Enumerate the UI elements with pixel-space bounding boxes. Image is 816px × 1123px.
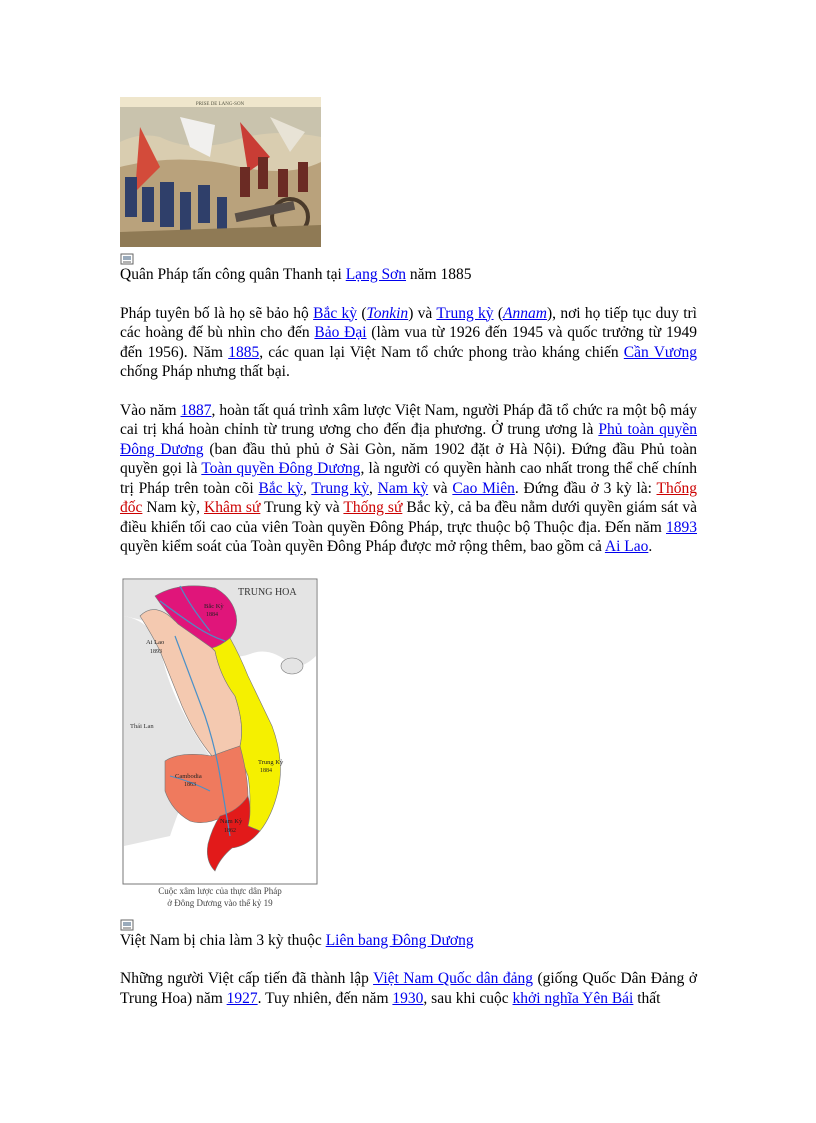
link-thong-su[interactable]: Thống sứ [343, 499, 403, 516]
paragraph-1: Pháp tuyên bố là họ sẽ bảo hộ Bắc kỳ (Tonkin) và Trung kỳ (Annam), nơi họ tiếp tục duy trì các hoàng đế bù nhìn cho đến Bảo Đại (làm vua từ 1926 đến 1945 và quốc trưởng từ 1949 đến 1956). Năm 1885, các quan lại Việt Nam tổ chức phong trào kháng chiến Cần Vương chống Pháp nhưng thất bại. [120, 304, 697, 380]
battle-illustration[interactable] [120, 97, 321, 247]
image-expand-icon[interactable] [120, 253, 134, 265]
map-legend-line1: Cuộc xâm lược của thực dân Pháp [158, 885, 282, 896]
link-thong-doc[interactable]: Thống đốc [120, 479, 697, 516]
map-label-annam-year: 1884 [260, 767, 272, 774]
caption-text: năm 1885 [406, 266, 472, 283]
image-expand-icon[interactable] [120, 919, 134, 931]
link-lien-bang-dong-duong[interactable]: Liên bang Đông Dương [325, 931, 474, 949]
paragraph-3: Những người Việt cấp tiến đã thành lập Việt Nam Quốc dân đảng (giống Quốc Dân Đảng ở Trung Hoa) năm 1927. Tuy nhiên, đến năm 1930, sau khi cuộc khởi nghĩa Yên Bái thất [120, 970, 698, 1007]
link-bao-dai[interactable]: Bảo Đại [314, 324, 367, 341]
map-label-cochin: Nam Kỳ [220, 817, 243, 825]
link-1885[interactable]: 1885 [228, 343, 260, 361]
link-toan-quyen[interactable]: Toàn quyền Đông Dương [201, 460, 361, 477]
map-label-tonkin: Bắc Kỳ [204, 602, 224, 610]
link-ai-lao[interactable]: Ai Lao [604, 538, 649, 555]
print-header: PRISE DE LANG-SON [195, 102, 245, 107]
map-label-laos-year: 1893 [150, 648, 162, 655]
link-khoi-nghia-yen-bai[interactable]: khởi nghĩa Yên Bái [512, 989, 634, 1007]
paragraph-2: Vào năm 1887, hoàn tất quá trình xâm lược Việt Nam, người Pháp đã tổ chức ra một bộ máy cai trị khá hoàn chỉnh từ trung ương cho đến địa phương. Ở trung ương là Phủ toàn quyền Đông Dương (ban đầu thủ phủ ở Sài Gòn, năm 1902 đặt ở Hà Nội). Đứng đầu Phủ toàn quyền gọi là Toàn quyền Đông Dương, là người có quyền hành cao nhất trong thể chế chính trị Pháp trên toàn cõi Bắc kỳ, Trung kỳ, Nam kỳ và Cao Miên. Đứng đầu ở 3 kỳ là: Thống đốc Nam kỳ, Khâm sứ Trung kỳ và Thống sứ Bắc kỳ, cả ba đều nằm dưới quyền giám sát và điều khiển tối cao của viên Toàn quyền Đông Pháp, trực thuộc bộ Thuộc địa. Đến năm 1893 quyền kiểm soát của Toàn quyền Đông Pháp được mở rộng thêm, bao gồm cả Ai Lao. [120, 401, 698, 555]
map-legend-line2: ở Đông Dương vào thế kỷ 19 [167, 897, 273, 908]
figure2-caption [120, 931, 697, 951]
map-label-thailand: Thái Lan [130, 722, 154, 730]
map-label-china: TRUNG HOA [238, 586, 297, 598]
link-tonkin[interactable]: Tonkin [366, 304, 409, 322]
link-viet-nam-quoc-dan-dang[interactable]: Việt Nam Quốc dân đảng [373, 970, 533, 987]
link-cao-mien[interactable]: Cao Miên [452, 479, 515, 497]
link-1893[interactable]: 1893 [666, 518, 697, 536]
battle-painting [120, 97, 321, 247]
map-graphic [120, 576, 320, 913]
map-label-annam: Trung Kỳ [258, 758, 284, 766]
link-trung-ky[interactable]: Trung kỳ [436, 304, 494, 322]
link-nam-ky[interactable]: Nam kỳ [377, 479, 429, 497]
map-label-cambodia-year: 1863 [184, 781, 196, 788]
caption-text: Việt Nam bị chia làm 3 kỳ thuộc [120, 931, 326, 949]
map-label-cochin-year: 1862 [224, 827, 236, 834]
caption-text: Quân Pháp tấn công quân Thanh tại [120, 266, 346, 283]
link-bac-ky-2[interactable]: Bắc kỳ [258, 479, 303, 497]
figure1-caption [120, 265, 697, 285]
link-annam[interactable]: Annam [503, 304, 547, 322]
indochina-map[interactable] [120, 576, 320, 913]
map-label-cambodia: Cambodia [175, 772, 202, 780]
document-page [120, 97, 697, 1008]
link-1887[interactable]: 1887 [180, 401, 212, 419]
link-1930[interactable]: 1930 [392, 989, 424, 1007]
link-lang-son[interactable]: Lạng Sơn [345, 266, 407, 283]
link-1927[interactable]: 1927 [226, 989, 258, 1007]
link-phu-toan-quyen[interactable]: Phủ toàn quyền Đông Dương [120, 421, 698, 458]
link-can-vuong[interactable]: Cần Vương [623, 343, 697, 361]
map-label-laos: Ai Lao [146, 638, 165, 646]
link-kham-su[interactable]: Khâm sứ [204, 499, 261, 516]
link-trung-ky-2[interactable]: Trung kỳ [311, 479, 369, 497]
link-bac-ky[interactable]: Bắc kỳ [313, 304, 358, 322]
map-label-tonkin-year: 1884 [206, 611, 218, 618]
